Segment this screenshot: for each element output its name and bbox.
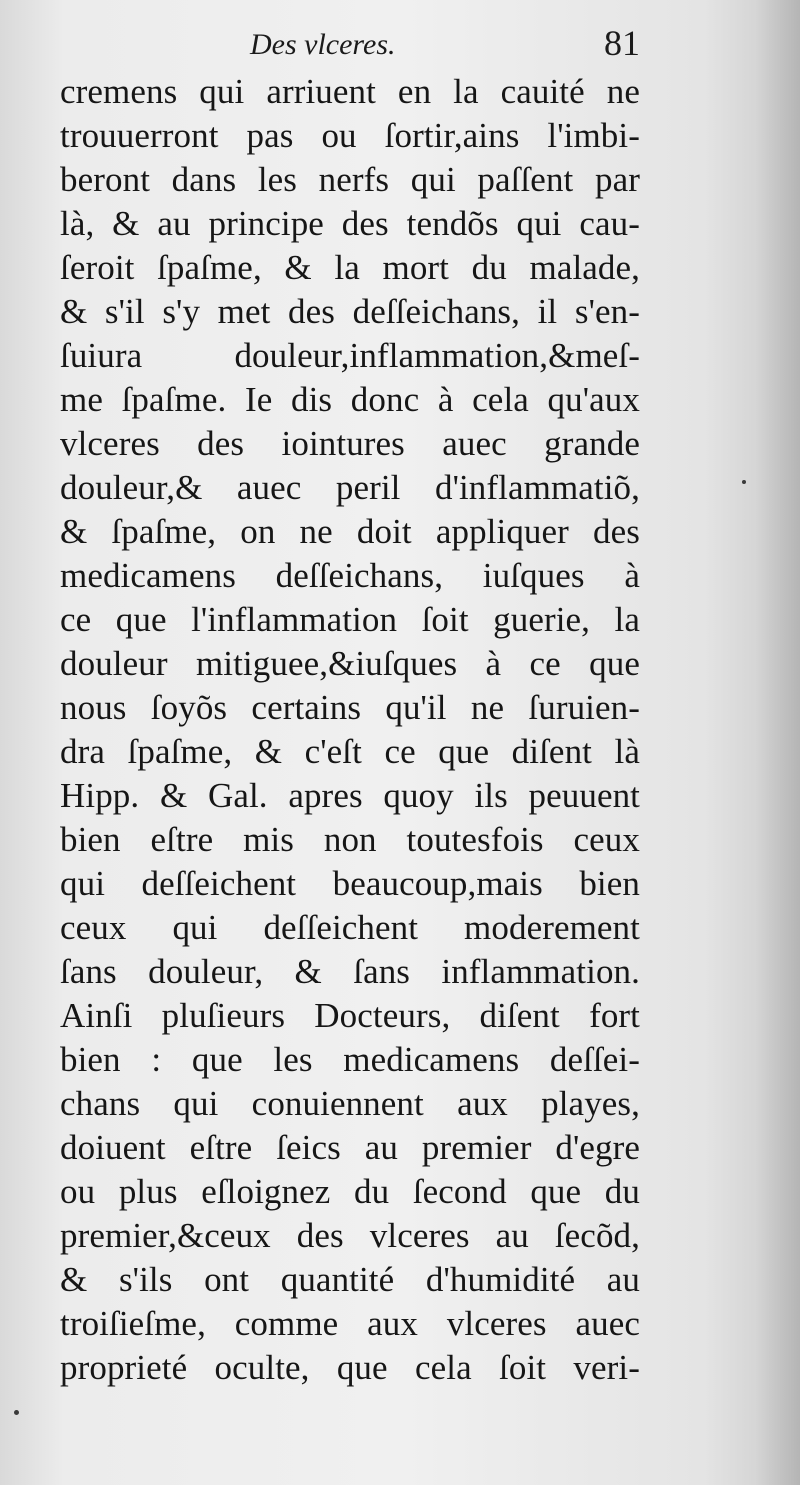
text-line: ou plus eſloignez du ſecond que du <box>60 1172 640 1211</box>
text-line: ſuiura douleur,inflammation,&meſ- <box>60 336 640 375</box>
text-line: troiſieſme, comme aux vlceres auec <box>60 1304 640 1343</box>
text-line: trouuerront pas ou ſortir,ains l'imbi- <box>60 116 640 155</box>
text-line: nous ſoyõs certains qu'il ne ſuruien- <box>60 688 640 727</box>
page-header <box>60 20 640 70</box>
text-line: douleur mitiguee,&iuſques à ce que <box>60 644 640 683</box>
text-line: dra ſpaſme, & c'eſt ce que diſent là <box>60 732 640 771</box>
text-line: bien eſtre mis non toutesfois ceux <box>60 820 640 859</box>
text-line: vlceres des iointures auec grande <box>60 424 640 463</box>
text-line: premier,&ceux des vlceres au ſecõd, <box>60 1216 640 1255</box>
text-line: ſeroit ſpaſme, & la mort du malade, <box>60 248 640 287</box>
text-line: Hipp. & Gal. apres quoy ils peuuent <box>60 776 640 815</box>
text-line: proprieté oculte, que cela ſoit veri- <box>60 1348 640 1387</box>
text-line: Ainſi pluſieurs Docteurs, diſent fort <box>60 996 640 1035</box>
text-line: ce que l'inflammation ſoit guerie, la <box>60 600 640 639</box>
gutter-shadow <box>755 0 800 1485</box>
page-number: 81 <box>604 23 640 63</box>
ink-speck <box>742 480 746 484</box>
running-head: Des vlceres. <box>250 28 396 61</box>
text-line: & s'ils ont quantité d'humidité au <box>60 1260 640 1299</box>
text-line: cremens qui arriuent en la cauité ne <box>60 72 640 111</box>
text-line: bien : que les medicamens deſſei- <box>60 1040 640 1079</box>
ink-speck <box>14 1410 19 1415</box>
text-line: & ſpaſme, on ne doit appliquer des <box>60 512 640 551</box>
text-line: ceux qui deſſeichent moderement <box>60 908 640 947</box>
text-line: chans qui conuiennent aux playes, <box>60 1084 640 1123</box>
text-line: doiuent eſtre ſeics au premier d'egre <box>60 1128 640 1167</box>
text-line: me ſpaſme. Ie dis donc à cela qu'aux <box>60 380 640 419</box>
text-line: douleur,& auec peril d'inflammatiõ, <box>60 468 640 507</box>
text-line: beront dans les nerfs qui paſſent par <box>60 160 640 199</box>
text-line: & s'il s'y met des deſſeichans, il s'en- <box>60 292 640 331</box>
text-line: medicamens deſſeichans, iuſques à <box>60 556 640 595</box>
text-line: qui deſſeichent beaucoup,mais bien <box>60 864 640 903</box>
body-text <box>60 70 640 1390</box>
text-line: ſans douleur, & ſans inflammation. <box>60 952 640 991</box>
text-line: là, & au principe des tendõs qui cau- <box>60 204 640 243</box>
